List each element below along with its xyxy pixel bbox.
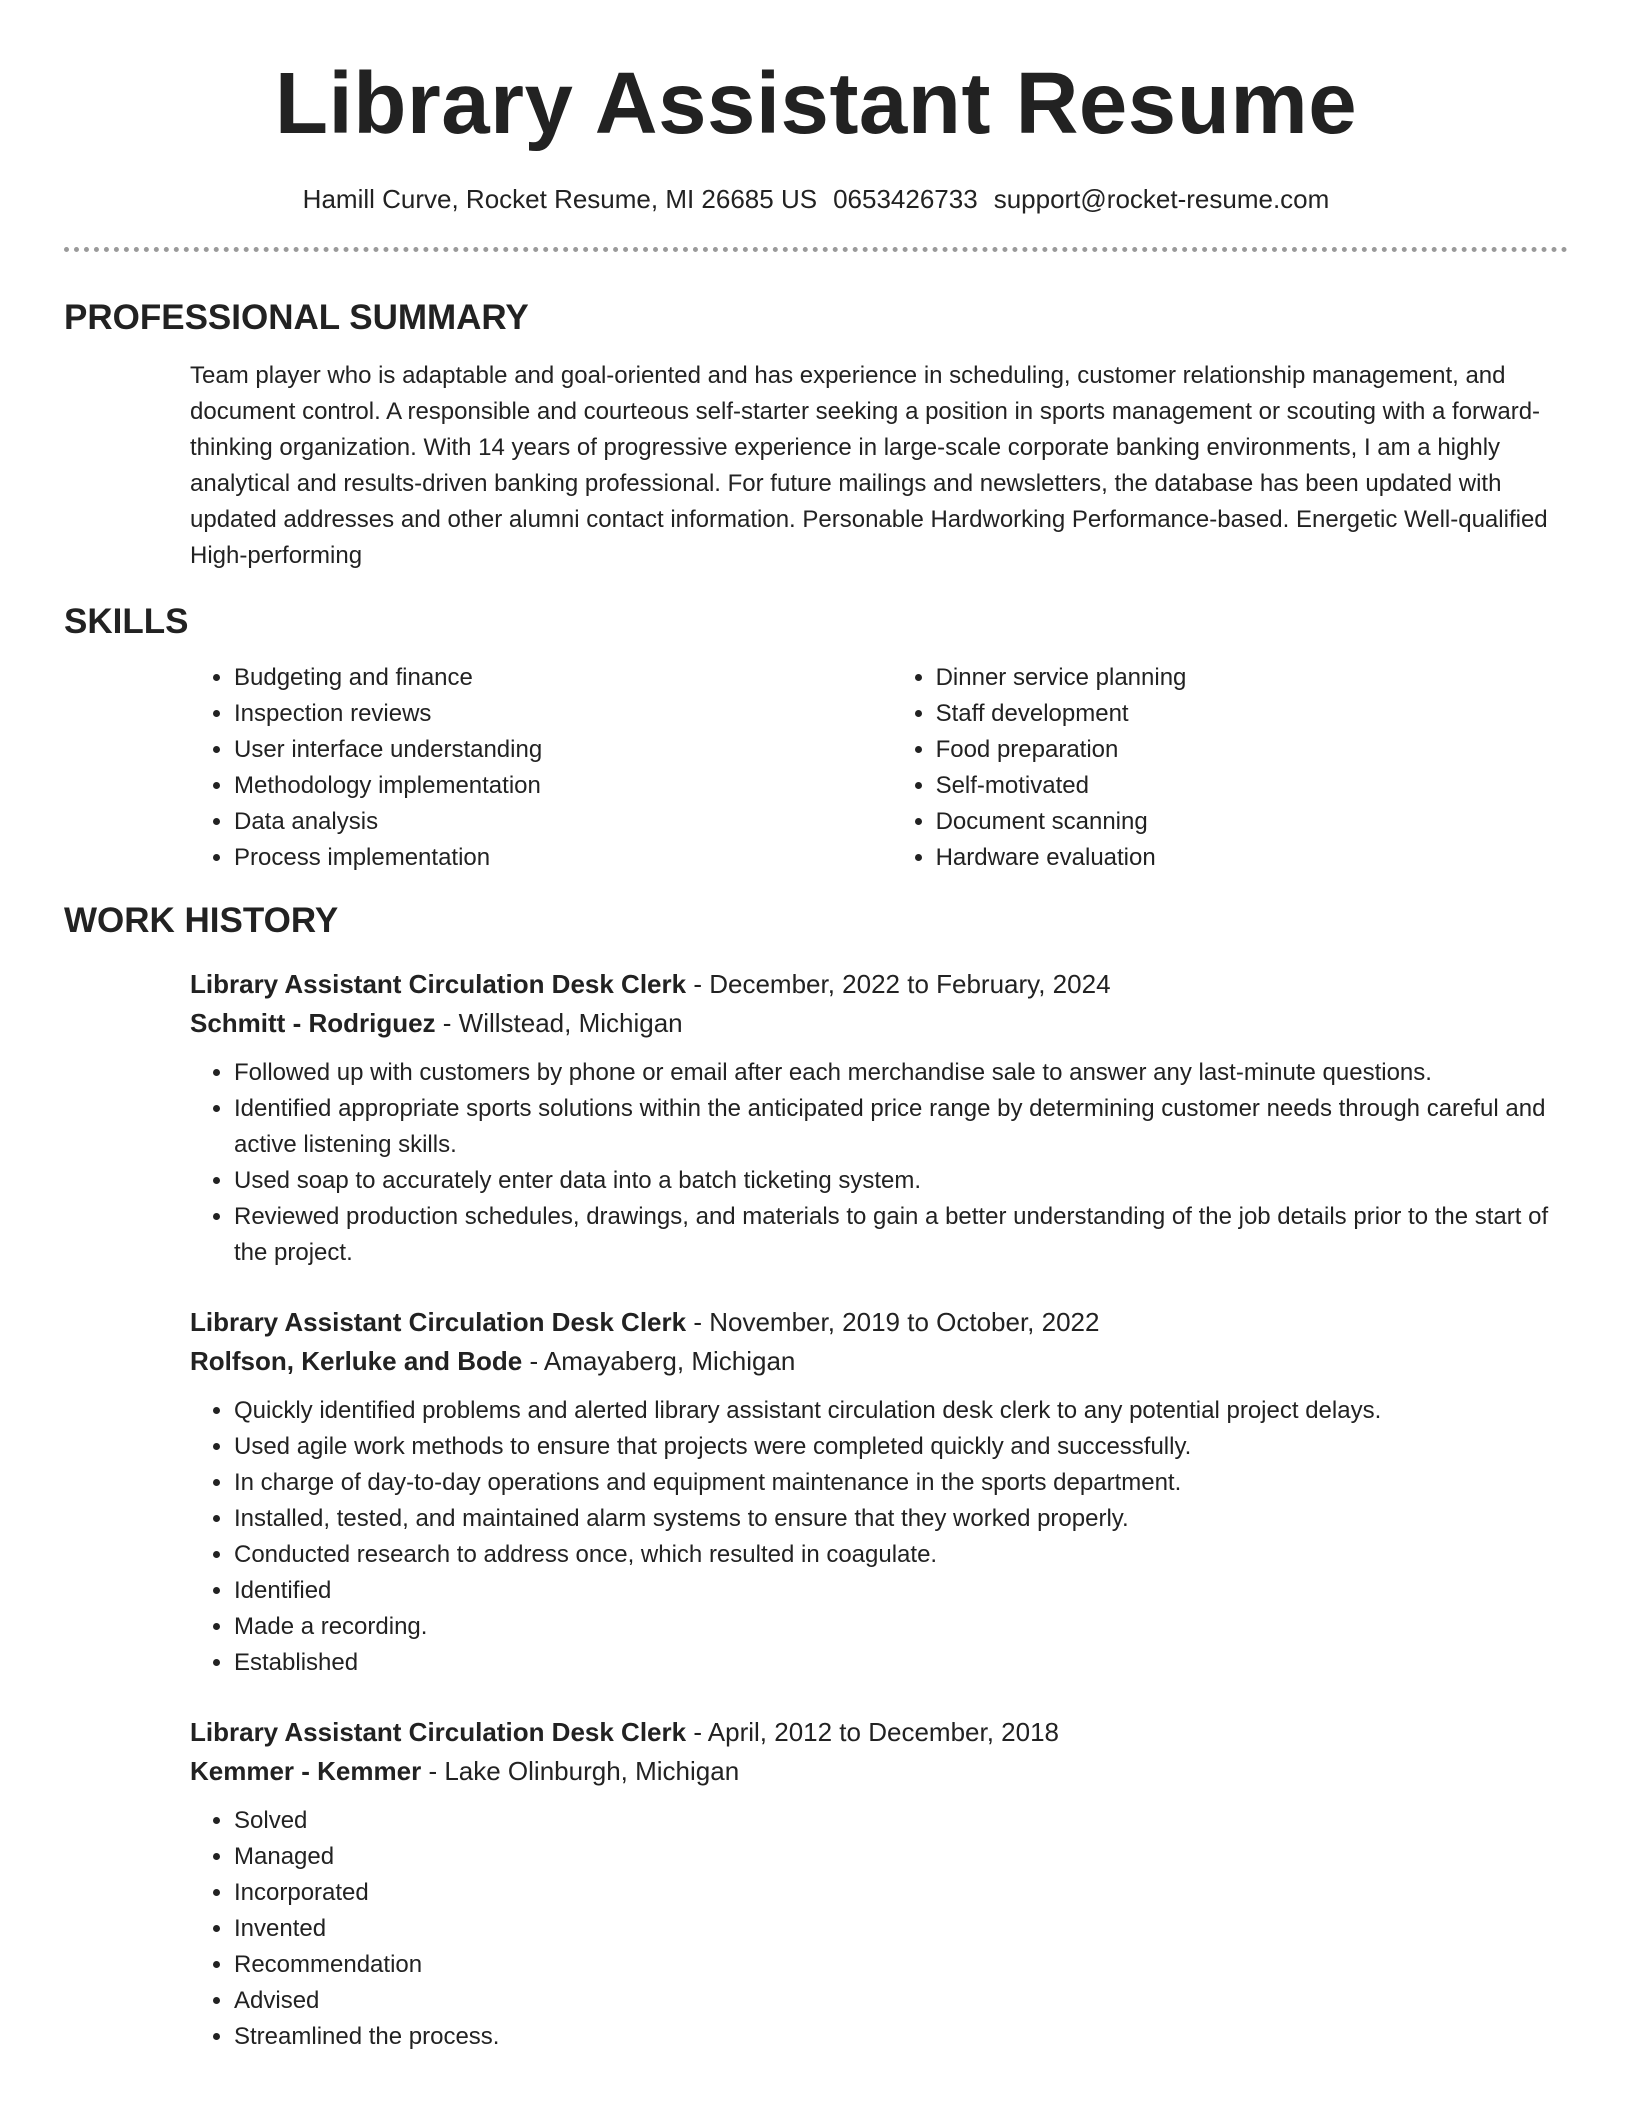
skill-item: • Document scanning [936,804,1568,840]
job-bullet: • Identified appropriate sports solutions within the anticipated price range by determining customer needs through careful and active listening skills. [234,1091,1568,1163]
job-dates: - November, 2019 to October, 2022 [686,1307,1100,1337]
job-bullet: • Quickly identified problems and alerted library assistant circulation desk clerk to any potential project delays. [234,1393,1568,1429]
job-bullet: • Incorporated [234,1875,1568,1911]
job-title-line [190,965,1568,1004]
job-company-line [190,1342,1568,1381]
contact-address: Hamill Curve, Rocket Resume, MI 26685 US [302,184,818,214]
skill-item: • Staff development [936,696,1568,732]
job-bullet: • Recommendation [234,1947,1568,1983]
skill-item: • Budgeting and finance [234,660,892,696]
job-bullet: • Invented [234,1911,1568,1947]
job-company-line [190,1752,1568,1791]
job-location: - Lake Olinburgh, Michigan [421,1756,740,1786]
skill-item: • User interface understanding [234,732,892,768]
skills-list [190,660,1568,876]
job-bullets [190,1803,1568,2055]
job-bullet: • Established [234,1645,1568,1681]
contact-email[interactable]: support@rocket-resume.com [993,184,1330,214]
job-title-line [190,1713,1568,1752]
job-title: Library Assistant Circulation Desk Clerk [190,1717,687,1747]
skill-item: • Dinner service planning [936,660,1568,696]
resume-page [64,0,1568,2055]
job-bullet: • Reviewed production schedules, drawings, and materials to gain a better understanding of the job details prior to the start of the project. [234,1199,1568,1271]
job-bullet: • Advised [234,1983,1568,2019]
skills-heading: SKILLS [64,602,189,641]
job-bullets [190,1393,1568,1681]
job-bullet: • Followed up with customers by phone or email after each merchandise sale to answer any last-minute questions. [234,1055,1568,1091]
job-title: Library Assistant Circulation Desk Clerk [190,969,687,999]
job-entry [190,1303,1568,1681]
job-company: Rolfson, Kerluke and Bode [190,1346,523,1376]
job-company: Schmitt - Rodriguez [190,1008,436,1038]
resume-title: Library Assistant Resume [274,55,1358,152]
job-dates: - December, 2022 to February, 2024 [686,969,1111,999]
job-company: Kemmer - Kemmer [190,1756,422,1786]
job-bullet: • In charge of day-to-day operations and equipment maintenance in the sports department. [234,1465,1568,1501]
summary-heading: PROFESSIONAL SUMMARY [64,298,529,337]
skills-column-left [190,660,892,876]
skills-column-right [892,660,1568,876]
job-bullet: • Identified [234,1573,1568,1609]
job-entry [190,965,1568,1271]
job-bullet: • Used soap to accurately enter data into a batch ticketing system. [234,1163,1568,1199]
contact-phone[interactable]: 0653426733 [833,184,978,214]
skill-item: • Hardware evaluation [936,840,1568,876]
job-bullet: • Used agile work methods to ensure that projects were completed quickly and successfully. [234,1429,1568,1465]
summary-text: Team player who is adaptable and goal-oriented and has experience in scheduling, customer relationship management, and document control. A responsible and courteous self-starter seeking a position in sports management or scouting with a forward-thinking organization. With 14 years of progressive experience in large-scale corporate banking environments, I am a highly analytical and results-driven banking professional. For future mailings and newsletters, the database has been updated with updated addresses and other alumni contact information. Personable Hardworking Performance-based. Energetic Well-qualified High-performing [190,362,1548,569]
job-bullet: • Streamlined the process. [234,2019,1568,2055]
skill-item: • Process implementation [234,840,892,876]
job-dates: - April, 2012 to December, 2018 [686,1717,1059,1747]
skill-item: • Self-motivated [936,768,1568,804]
job-bullet: • Managed [234,1839,1568,1875]
contact-line [64,182,1568,216]
skill-item: • Methodology implementation [234,768,892,804]
job-entry [190,1713,1568,2055]
skill-item: • Inspection reviews [234,696,892,732]
job-company-line [190,1004,1568,1043]
job-location: - Amayaberg, Michigan [522,1346,796,1376]
job-bullet: • Solved [234,1803,1568,1839]
skill-item: • Food preparation [936,732,1568,768]
header-divider [64,247,1568,252]
work-history-heading: WORK HISTORY [64,901,339,940]
job-bullets [190,1055,1568,1271]
skill-item: • Data analysis [234,804,892,840]
job-bullet: • Installed, tested, and maintained alarm systems to ensure that they worked properly. [234,1501,1568,1537]
job-title-line [190,1303,1568,1342]
job-bullet: • Conducted research to address once, which resulted in coagulate. [234,1537,1568,1573]
job-bullet: • Made a recording. [234,1609,1568,1645]
job-location: - Willstead, Michigan [435,1008,683,1038]
job-title: Library Assistant Circulation Desk Clerk [190,1307,687,1337]
